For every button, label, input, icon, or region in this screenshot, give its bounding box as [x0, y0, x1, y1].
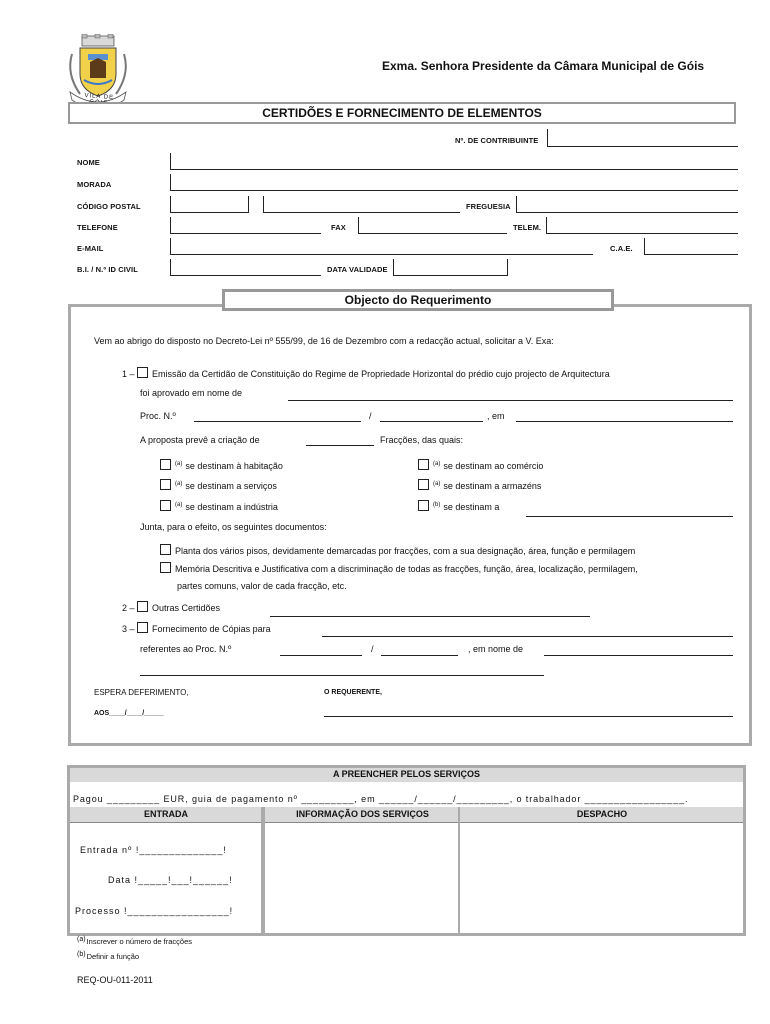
- proc-year-line[interactable]: [380, 421, 483, 422]
- em-nome-de-line-2[interactable]: [140, 675, 544, 676]
- option-outro: [418, 500, 499, 512]
- outro-checkbox[interactable]: [418, 500, 429, 511]
- doc1-checkbox[interactable]: [160, 544, 171, 555]
- footnote-a-mark: (a): [77, 936, 86, 943]
- espera-deferimento: ESPERA DEFERIMENTO,: [94, 688, 189, 697]
- item3-number: 3 –: [122, 624, 135, 634]
- industria-label: se destinam a indústria: [185, 502, 278, 512]
- habitacao-label: se destinam à habitação: [185, 461, 283, 471]
- signature-line[interactable]: [324, 716, 733, 717]
- codigo-postal-field-1[interactable]: [170, 196, 249, 213]
- fraccoes-text: Fracções, das quais:: [380, 435, 464, 445]
- habitacao-note-mark: (a): [175, 461, 183, 467]
- item2-checkbox[interactable]: [137, 601, 148, 612]
- approved-text: foi aprovado em nome de: [140, 388, 243, 398]
- servicos-label: se destinam a serviços: [185, 481, 277, 491]
- doc1-row: [160, 544, 635, 556]
- freguesia-label: FREGUESIA: [466, 202, 511, 211]
- proposal-text: A proposta prevê a criação de: [140, 435, 260, 445]
- contribuinte-label: Nº. DE CONTRIBUINTE: [455, 136, 539, 145]
- municipal-coat-of-arms-logo: [62, 34, 134, 110]
- outro-label: se destinam a: [443, 502, 500, 512]
- codigo-postal-field-2[interactable]: [263, 196, 460, 213]
- armazens-label: se destinam a armazéns: [443, 481, 542, 491]
- armazens-note-mark: (a): [433, 481, 441, 487]
- proc-number-line[interactable]: [194, 421, 361, 422]
- validade-label: DATA VALIDADE: [327, 265, 388, 274]
- item1-number: 1 –: [122, 369, 135, 379]
- habitacao-checkbox[interactable]: [160, 459, 171, 470]
- referentes-slash: /: [371, 644, 374, 654]
- logo-ribbon-text: VILA DE: [84, 92, 115, 102]
- email-label: E-MAIL: [77, 244, 104, 253]
- item2-description-line[interactable]: [270, 616, 590, 617]
- docs-text: Junta, para o efeito, os seguintes documentos:: [140, 522, 327, 532]
- option-armazens: [418, 479, 541, 491]
- cae-field[interactable]: [644, 238, 738, 255]
- validade-field[interactable]: [393, 259, 508, 276]
- doc2-row: [160, 562, 638, 574]
- email-field[interactable]: [170, 238, 593, 255]
- col-entrada-header: ENTRADA: [144, 809, 188, 819]
- servicos-checkbox[interactable]: [160, 479, 171, 490]
- nome-label: NOME: [77, 158, 100, 167]
- option-servicos: [160, 479, 277, 491]
- outro-function-line[interactable]: [526, 516, 733, 517]
- requerente-label: O REQUERENTE,: [324, 689, 382, 696]
- freguesia-field[interactable]: [516, 196, 738, 213]
- processo-field[interactable]: Processo !_________________!: [75, 906, 234, 916]
- em-nome-de-line[interactable]: [544, 655, 733, 656]
- entrada-number-field[interactable]: Entrada nº !______________!: [80, 845, 227, 855]
- referentes-text: referentes ao Proc. N.º: [140, 644, 232, 654]
- request-section-title-text: Objecto do Requerimento: [344, 293, 492, 307]
- footnote-a: [77, 936, 192, 946]
- telem-field[interactable]: [546, 217, 738, 234]
- morada-field[interactable]: [170, 174, 738, 191]
- intro-text: Vem ao abrigo do disposto no Decreto-Lei nº 555/99, de 16 de Dezembro com a redacção actual, solicitar a V. Exa:: [94, 336, 554, 346]
- armazens-checkbox[interactable]: [418, 479, 429, 490]
- comercio-label: se destinam ao comércio: [443, 461, 544, 471]
- contribuinte-field[interactable]: [547, 129, 738, 147]
- addressee-text: Exma. Senhora Presidente da Câmara Municipal de Góis: [382, 59, 705, 73]
- item1-text: Emissão da Certidão de Constituição do Regime de Propriedade Horizontal do prédio cujo projecto de Arquitectura: [152, 369, 610, 379]
- option-habitacao: [160, 459, 283, 471]
- proc-label: Proc. N.º: [140, 411, 176, 421]
- industria-checkbox[interactable]: [160, 500, 171, 511]
- doc2-label: Memória Descritiva e Justificativa com a discriminação de todas as fracções, função, área, localização, permilagem,: [175, 564, 638, 574]
- proc-date-line[interactable]: [516, 421, 733, 422]
- em-nome-de-text: , em nome de: [468, 644, 524, 654]
- item3-row: [122, 622, 271, 634]
- footnote-b: [77, 951, 139, 961]
- item2-row: [122, 601, 220, 613]
- bi-field[interactable]: [170, 259, 321, 276]
- outro-note-mark: (b): [433, 502, 441, 508]
- codigo-postal-label: CÓDIGO POSTAL: [77, 202, 141, 211]
- pagou-line: Pagou _________ EUR, guia de pagamento nº _________, em ______/______/_________, o trabalhador _________________.: [73, 794, 689, 804]
- morada-label: MORADA: [77, 180, 112, 189]
- aos-date: AOS____/____/_____: [94, 710, 164, 717]
- footnote-b-mark: (b): [77, 951, 86, 958]
- nome-field[interactable]: [170, 153, 738, 170]
- col-info-header: INFORMAÇÃO DOS SERVIÇOS: [296, 809, 429, 819]
- referentes-proc-line[interactable]: [280, 655, 362, 656]
- cae-label: C.A.E.: [610, 244, 633, 253]
- doc1-label: Planta dos vários pisos, devidamente demarcadas por fracções, com a sua designação, área, função e permilagem: [175, 546, 636, 556]
- form-title-text: CERTIDÕES E FORNECIMENTO DE ELEMENTOS: [262, 106, 542, 120]
- approved-name-line[interactable]: [288, 400, 733, 401]
- referentes-year-line[interactable]: [381, 655, 458, 656]
- industria-note-mark: (a): [175, 502, 183, 508]
- comercio-checkbox[interactable]: [418, 459, 429, 470]
- option-comercio: [418, 459, 543, 471]
- servicos-note-mark: (a): [175, 481, 183, 487]
- telem-label: TELEM.: [513, 223, 542, 232]
- bi-label: B.I. / N.º ID CIVIL: [77, 265, 138, 274]
- fax-label: FAX: [331, 223, 346, 232]
- option-industria: [160, 500, 278, 512]
- item3-description-line[interactable]: [322, 636, 733, 637]
- doc2-continuation: partes comuns, valor de cada fracção, etc.: [177, 581, 347, 591]
- services-title: A PREENCHER PELOS SERVIÇOS: [332, 769, 481, 779]
- item1-checkbox[interactable]: [137, 367, 148, 378]
- comercio-note-mark: (a): [433, 461, 441, 467]
- footnote-b-text: Definir a função: [86, 952, 140, 961]
- proc-slash: /: [369, 411, 372, 421]
- entrada-date-field[interactable]: Data !_____!___!______!: [108, 875, 233, 885]
- item1-row: [122, 367, 610, 379]
- item2-number: 2 –: [122, 603, 135, 613]
- footnote-a-text: Inscrever o número de fracções: [86, 937, 193, 946]
- form-title: [68, 102, 736, 124]
- doc2-checkbox[interactable]: [160, 562, 171, 573]
- request-section-title: [222, 289, 614, 311]
- col-despacho-header: DESPACHO: [576, 809, 628, 819]
- info-box[interactable]: [265, 822, 458, 933]
- item3-checkbox[interactable]: [137, 622, 148, 633]
- telefone-label: TELEFONE: [77, 223, 118, 232]
- form-code: REQ-OU-011-2011: [77, 975, 153, 985]
- telefone-field[interactable]: [170, 217, 321, 234]
- despacho-box[interactable]: [460, 822, 743, 933]
- item2-label: Outras Certidões: [152, 603, 221, 613]
- proc-em-label: , em: [487, 411, 505, 421]
- fax-field[interactable]: [358, 217, 507, 234]
- item3-label: Fornecimento de Cópias para: [152, 624, 271, 634]
- fraccoes-count-line[interactable]: [306, 445, 374, 446]
